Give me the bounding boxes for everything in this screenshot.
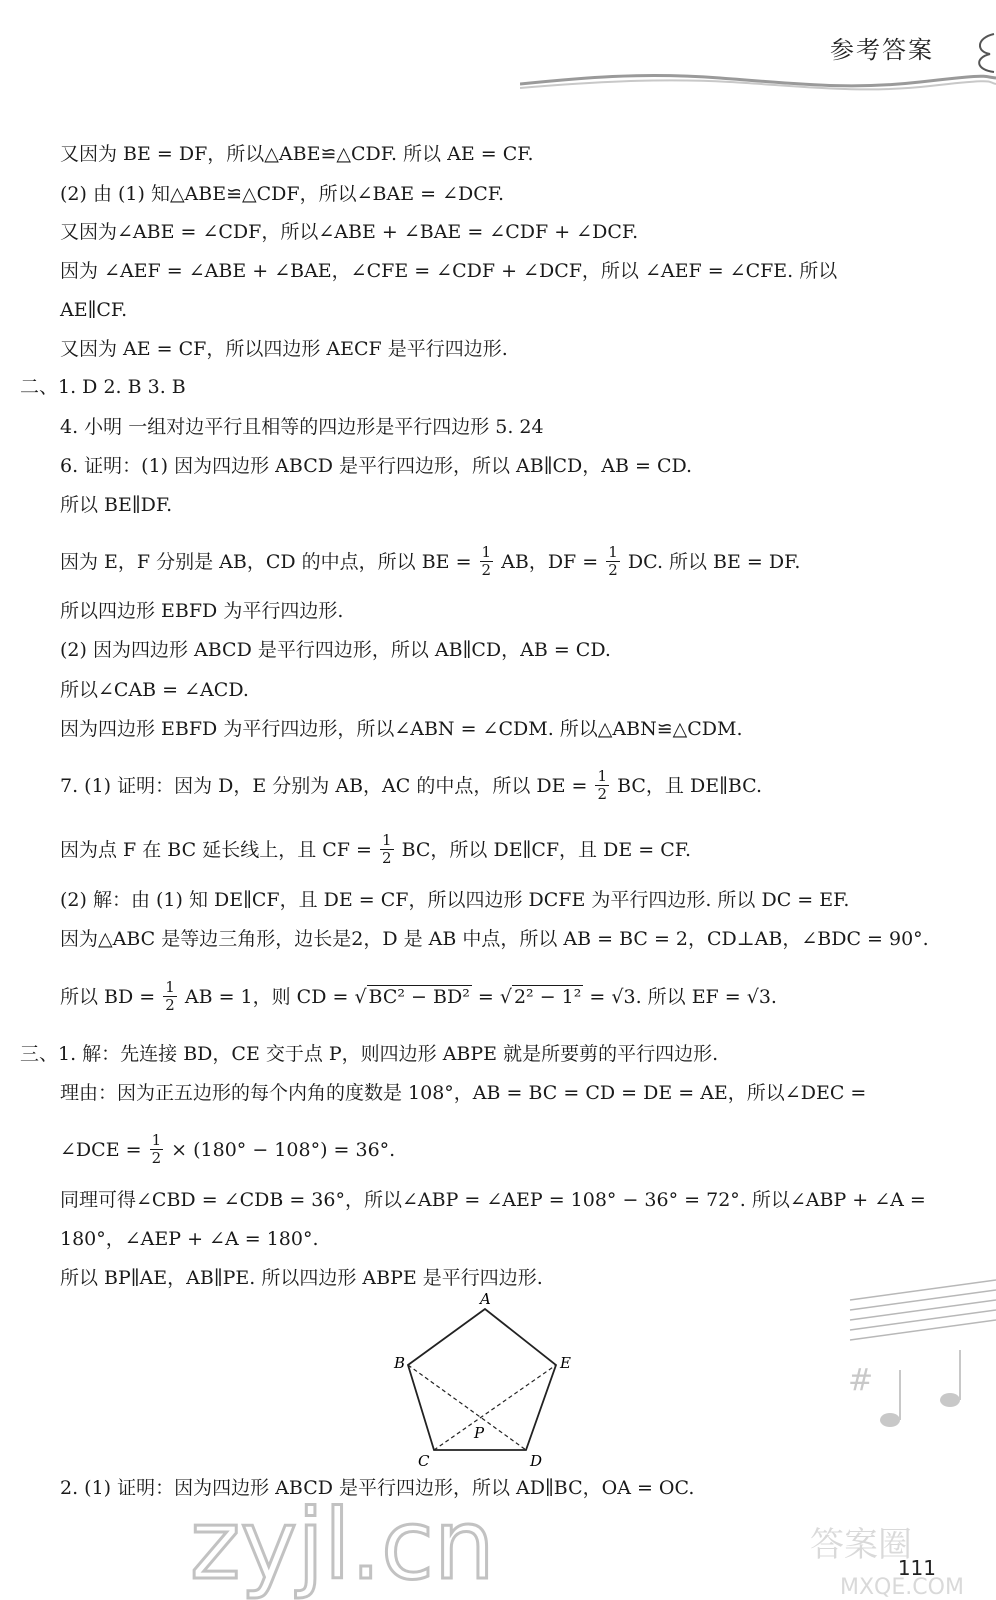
midpoint-line bbox=[60, 540, 800, 584]
text-line: (2) 解：由 (1) 知 DE∥CF，且 DE = CF，所以四边形 DCFE 为平行四边形. 所以 DC = EF. bbox=[60, 889, 850, 911]
text-segment: × (180° − 108°) = 36°. bbox=[171, 1139, 396, 1161]
text-segment: 7. (1) 证明：因为 D，E 分别为 AB，AC 的中点，所以 DE = bbox=[60, 775, 588, 797]
svg-text:#: # bbox=[848, 1363, 874, 1398]
fraction-half: $\frac{1}{2}$ bbox=[381, 830, 392, 867]
text-line: AE∥CF. bbox=[60, 299, 128, 321]
q7-line bbox=[60, 764, 762, 808]
text-segment: AB，DF = bbox=[501, 551, 599, 573]
dce-line bbox=[60, 1128, 395, 1172]
pentagon-diagram bbox=[384, 1290, 584, 1470]
vertex-label-e: E bbox=[560, 1354, 571, 1372]
fraction-half: $\frac{1}{2}$ bbox=[481, 542, 492, 579]
text-line: 又因为 BE = DF，所以△ABE≌△CDF. 所以 AE = CF. bbox=[60, 143, 534, 165]
text-segment: DC. 所以 BE = DF. bbox=[627, 551, 801, 573]
text-line: 因为 ∠AEF = ∠ABE + ∠BAE，∠CFE = ∠CDF + ∠DCF，所以 ∠AEF = ∠CFE. 所以 bbox=[60, 260, 838, 282]
mxqe-logo bbox=[800, 1510, 990, 1600]
text-segment: 因为 E，F 分别是 AB，CD 的中点，所以 BE = bbox=[60, 551, 472, 573]
fraction-half: $\frac{1}{2}$ bbox=[151, 1130, 162, 1167]
fraction-half: $\frac{1}{2}$ bbox=[608, 542, 618, 579]
text-line: 因为四边形 EBFD 为平行四边形，所以∠ABN = ∠CDM. 所以△ABN≌△CDM. bbox=[60, 718, 743, 740]
text-segment: BC，所以 DE∥CF，且 DE = CF. bbox=[401, 839, 691, 861]
page-number: 111 bbox=[897, 1556, 936, 1580]
fraction-half: $\frac{1}{2}$ bbox=[165, 977, 175, 1014]
square-root: √ BC² − BD² bbox=[354, 986, 470, 1008]
text-line: 6. 证明：(1) 因为四边形 ABCD 是平行四边形，所以 AB∥CD，AB = CD. bbox=[60, 455, 693, 477]
text-line: 180°，∠AEP + ∠A = 180°. bbox=[60, 1228, 319, 1250]
diagonal-bd bbox=[408, 1365, 526, 1450]
corner-swirl-icon bbox=[966, 30, 996, 76]
vertex-label-c: C bbox=[418, 1452, 430, 1470]
text-line: (2) 由 (1) 知△ABE≌△CDF，所以∠BAE = ∠DCF. bbox=[60, 183, 505, 205]
vertex-label-a: A bbox=[480, 1290, 491, 1308]
q7b-line bbox=[60, 828, 691, 872]
text-segment: 因为点 F 在 BC 延长线上，且 CF = bbox=[60, 839, 372, 861]
text-line: 所以∠CAB = ∠ACD. bbox=[60, 679, 249, 701]
text-segment: BC，且 DE∥BC. bbox=[617, 775, 763, 797]
vertex-label-p: P bbox=[474, 1424, 485, 1442]
text-line: 又因为∠ABE = ∠CDF，所以∠ABE + ∠BAE = ∠CDF + ∠DCF. bbox=[60, 221, 639, 243]
text-line: 因为△ABC 是等边三角形，边长是2，D 是 AB 中点，所以 AB = BC = 2，CD⊥AB，∠BDC = 90°. bbox=[60, 928, 929, 950]
watermark-logo bbox=[190, 1470, 610, 1600]
text-line: 同理可得∠CBD = ∠CDB = 36°，所以∠ABP = ∠AEP = 108° − 36° = 72°. 所以∠ABP + ∠A = bbox=[60, 1189, 926, 1211]
text-line: (2) 因为四边形 ABCD 是平行四边形，所以 AB∥CD，AB = CD. bbox=[60, 639, 611, 661]
text-line: 理由：因为正五边形的每个内角的度数是 108°，AB = BC = CD = DE = AE，所以∠DEC = bbox=[60, 1082, 867, 1104]
text-segment: 所以 BD = bbox=[60, 986, 156, 1008]
diagonal-ce bbox=[434, 1365, 556, 1450]
text-line: 2. (1) 证明：因为四边形 ABCD 是平行四边形，所以 AD∥BC，OA = OC. bbox=[60, 1477, 695, 1499]
text-segment: = bbox=[471, 986, 494, 1008]
logo-top-text: 答案圈 bbox=[810, 1525, 912, 1565]
vertex-label-d: D bbox=[530, 1452, 543, 1470]
watermark-text: zyjl.cn bbox=[190, 1489, 495, 1600]
text-segment: ∠DCE = bbox=[60, 1139, 142, 1161]
page-header-title: 参考答案 bbox=[830, 36, 934, 64]
fraction-half: $\frac{1}{2}$ bbox=[597, 766, 608, 803]
text-line: 所以 BP∥AE，AB∥PE. 所以四边形 ABPE 是平行四边形. bbox=[60, 1267, 543, 1289]
section-three-line: 三、1. 解：先连接 BD，CE 交于点 P，则四边形 ABPE 就是所要剪的平行四边形. bbox=[20, 1043, 719, 1065]
music-notes-decoration bbox=[840, 1270, 996, 1510]
text-line: 所以四边形 EBFD 为平行四边形. bbox=[60, 600, 344, 622]
text-line: 所以 BE∥DF. bbox=[60, 494, 173, 516]
text-line: 又因为 AE = CF，所以四边形 AECF 是平行四边形. bbox=[60, 338, 508, 360]
section-two-answers: 二、1. D 2. B 3. B bbox=[20, 376, 186, 398]
square-root: √ 2² − 1² bbox=[499, 986, 582, 1008]
vertex-label-b: B bbox=[394, 1354, 406, 1372]
text-segment: AB = 1，则 CD = bbox=[184, 986, 349, 1008]
bd-line bbox=[60, 975, 777, 1019]
text-line: 4. 小明 一组对边平行且相等的四边形是平行四边形 5. 24 bbox=[60, 416, 544, 438]
text-segment: = √3. 所以 EF = √3. bbox=[583, 986, 777, 1008]
logo-bottom-text: MXQE.COM bbox=[840, 1575, 964, 1600]
header-wave-decoration bbox=[520, 68, 996, 108]
